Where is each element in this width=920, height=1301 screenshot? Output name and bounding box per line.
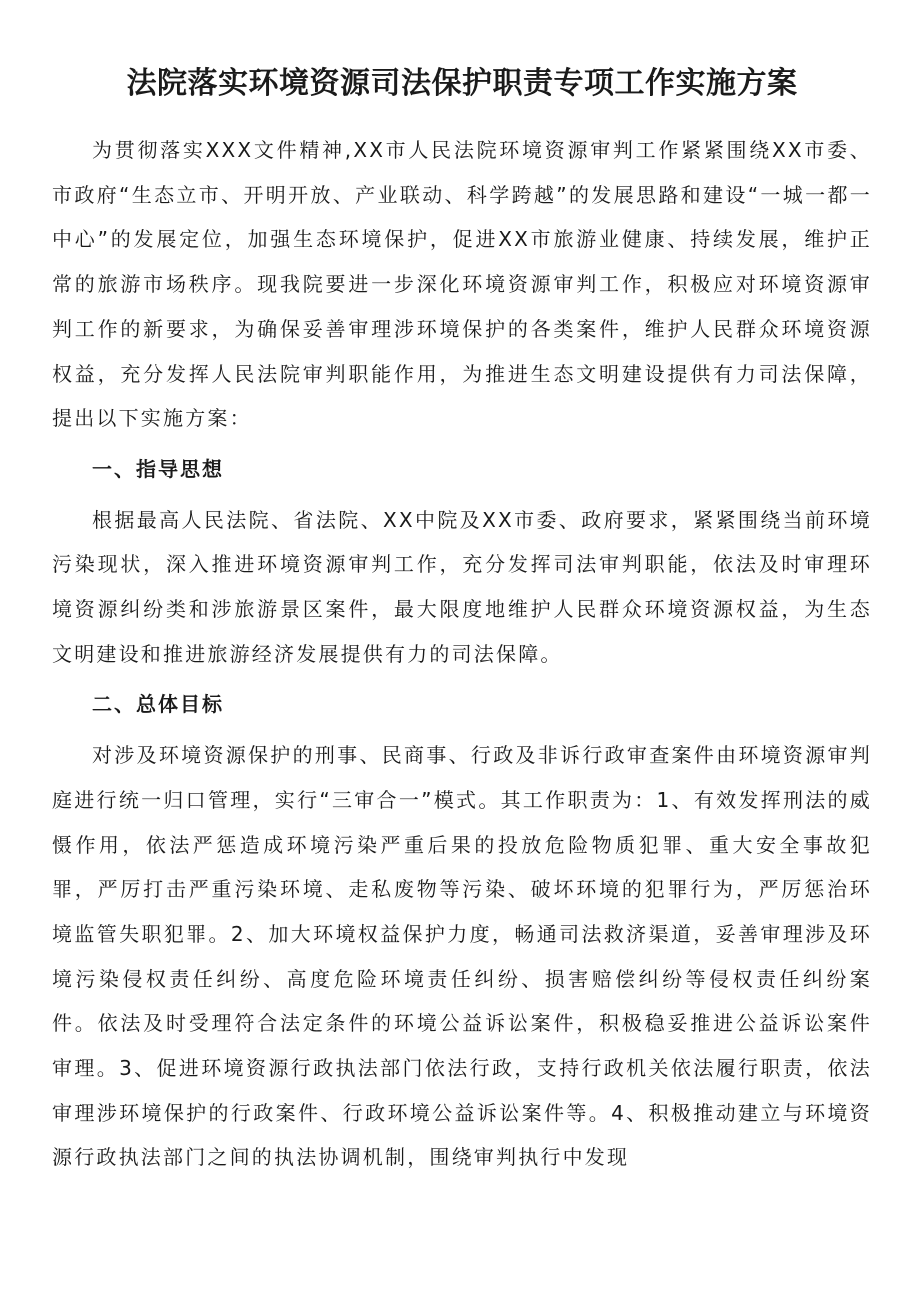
section-heading-overall-goal: 二、总体目标 (92, 692, 224, 717)
section-paragraph-guiding-ideology: 根据最高人民法院、省法院、XX中院及XX市委、政府要求，紧紧围绕当前环境污染现状，深入推进环境资源审判工作，充分发挥司法审判职能，依法及时审理环境资源纠纷类和涉旅游景区案件，最大限度地维护人民群众环境资源权益，为生态文明建设和推进旅游经济发展提供有力的司法保障。 (52, 507, 872, 666)
section-heading-guiding-ideology: 一、指导思想 (92, 456, 224, 481)
section-paragraph-overall-goal: 对涉及环境资源保护的刑事、民商事、行政及非诉行政审查案件由环境资源审判庭进行统一归口管理，实行“三审合一”模式。其工作职责为：1、有效发挥刑法的威慑作用，依法严惩造成环境污染严重后果的投放危险物质犯罪、重大安全事故犯罪，严厉打击严重污染环境、走私废物等污染、破坏环境的犯罪行为，严厉惩治环境监管失职犯罪。2、加大环境权益保护力度，畅通司法救济渠道，妥善审理涉及环境污染侵权责任纠纷、高度危险环境责任纠纷、损害赔偿纠纷等侵权责任纠纷案件。依法及时受理符合法定条件的环境公益诉讼案件，积极稳妥推进公益诉讼案件审理。3、促进环境资源行政执法部门依法行政，支持行政机关依法履行职责，依法审理涉环境保护的行政案件、行政环境公益诉讼案件等。4、积极推动建立与环境资源行政执法部门之间的执法协调机制，围绕审判执行中发现 (52, 743, 872, 1170)
intro-paragraph: 为贯彻落实XXX文件精神,XX市人民法院环境资源审判工作紧紧围绕XX市委、市政府“生态立市、开明开放、产业联动、科学跨越”的发展思路和建设“一城一都一中心”的发展定位，加强生态环境保护，促进XX市旅游业健康、持续发展，维护正常的旅游市场秩序。现我院要进一步深化环境资源审判工作，积极应对环境资源审判工作的新要求，为确保妥善审理涉环境保护的各类案件，维护人民群众环境资源权益，充分发挥人民法院审判职能作用，为推进生态文明建设提供有力司法保障，提出以下实施方案： (52, 138, 872, 431)
document-body (52, 128, 872, 1180)
document-title: 法院落实环境资源司法保护职责专项工作实施方案 (126, 66, 798, 101)
